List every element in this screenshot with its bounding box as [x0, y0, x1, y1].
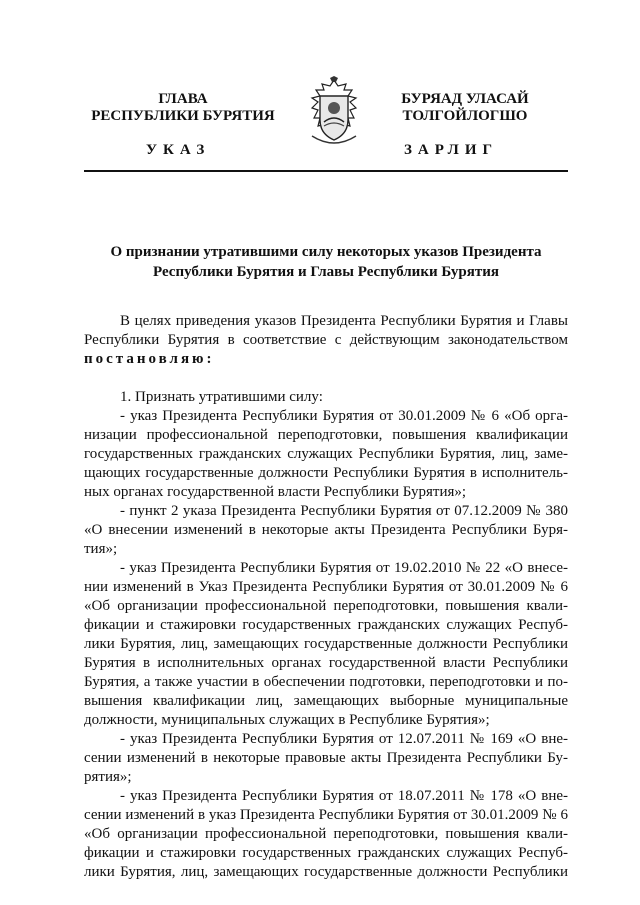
body-line: - указ Президента Республики Бурятия от 30.01.2009 № 6 «Об орга- — [120, 408, 568, 424]
body-line: ных органах государственной власти Республики Бурятия»; — [84, 484, 467, 500]
body-line: государственных гражданских служащих Республики Бурятия, лиц, заме- — [84, 446, 568, 462]
body-line: Бурятия, а также участии в обеспечении подготовки, переподготовки и по- — [84, 674, 568, 690]
header-left-line-1: ГЛАВА — [158, 91, 208, 107]
body-line: низации профессиональной переподготовки, повышения квалификации — [84, 427, 568, 443]
body-line: лики Бурятия, лиц, замещающих государственные должности Республики — [84, 864, 568, 880]
body-line: лики Бурятия, лиц, замещающих государственные должности Республики — [84, 636, 568, 652]
body-line: - указ Президента Республики Бурятия от 12.07.2011 № 169 «О вне- — [120, 731, 568, 747]
body-line: - указ Президента Республики Бурятия от 19.02.2010 № 22 «О внесе- — [120, 560, 568, 576]
body-line: 1. Признать утратившими силу: — [120, 389, 323, 405]
body-line: фикации и стажировки государственных гражданских служащих Респуб- — [84, 845, 568, 861]
body-line: сении изменений в указ Президента Республики Бурятия от 30.01.2009 № 6 — [84, 807, 568, 823]
body-line: «Об организации профессиональной переподготовки, повышения квали- — [84, 826, 568, 842]
doc-type-left: УКАЗ — [146, 142, 211, 158]
header-right — [380, 91, 550, 125]
body-line: тия»; — [84, 541, 118, 557]
header-right-line-2: ТОЛГОЙЛОГШО — [402, 108, 528, 124]
header-left-line-2: РЕСПУБЛИКИ БУРЯТИЯ — [91, 108, 275, 124]
doc-type-right: ЗАРЛИГ — [404, 142, 499, 158]
body-line: вышения квалификации лиц, замещающих выборные муниципальные — [84, 693, 568, 709]
intro-line-2: Республики Бурятия в соответствие с действующим законодательством — [84, 332, 568, 348]
body-line: фикации и стажировки государственных гражданских служащих Респуб- — [84, 617, 568, 633]
header-divider — [84, 170, 568, 172]
header-left — [88, 91, 278, 125]
header-right-line-1: БУРЯАД УЛАСАЙ — [401, 91, 529, 107]
body-line: - указ Президента Республики Бурятия от 18.07.2011 № 178 «О вне- — [120, 788, 568, 804]
intro-line-1: В целях приведения указов Президента Республики Бурятия и Главы — [120, 313, 568, 329]
body-line: - пункт 2 указа Президента Республики Бурятия от 07.12.2009 № 380 — [120, 503, 568, 519]
body-line: должности, муниципальных служащих в Республике Бурятия»; — [84, 712, 490, 728]
title-line-2: Республики Бурятия и Главы Республики Бурятия — [153, 264, 499, 280]
body-line: рятия»; — [84, 769, 132, 785]
body-line: «О внесении изменений в некоторые акты Президента Республики Буря- — [84, 522, 568, 538]
body-line: сении изменений в некоторые правовые акты Президента Республики Бу- — [84, 750, 568, 766]
body-line: «Об организации профессиональной переподготовки, повышения квали- — [84, 598, 568, 614]
title-line-1: О признании утратившими силу некоторых указов Президента — [110, 244, 542, 260]
document-title — [84, 242, 568, 282]
body-line: Бурятия в исполнительных органах государственной власти Республики — [84, 655, 568, 671]
document-body — [84, 312, 568, 882]
resolve-word: постановляю: — [84, 351, 215, 367]
coat-of-arms-icon — [302, 76, 366, 150]
body-line: щающих государственные должности Республики Бурятия в исполнитель- — [84, 465, 568, 481]
body-line: нии изменений в Указ Президента Республики Бурятия от 30.01.2009 № 6 — [84, 579, 568, 595]
